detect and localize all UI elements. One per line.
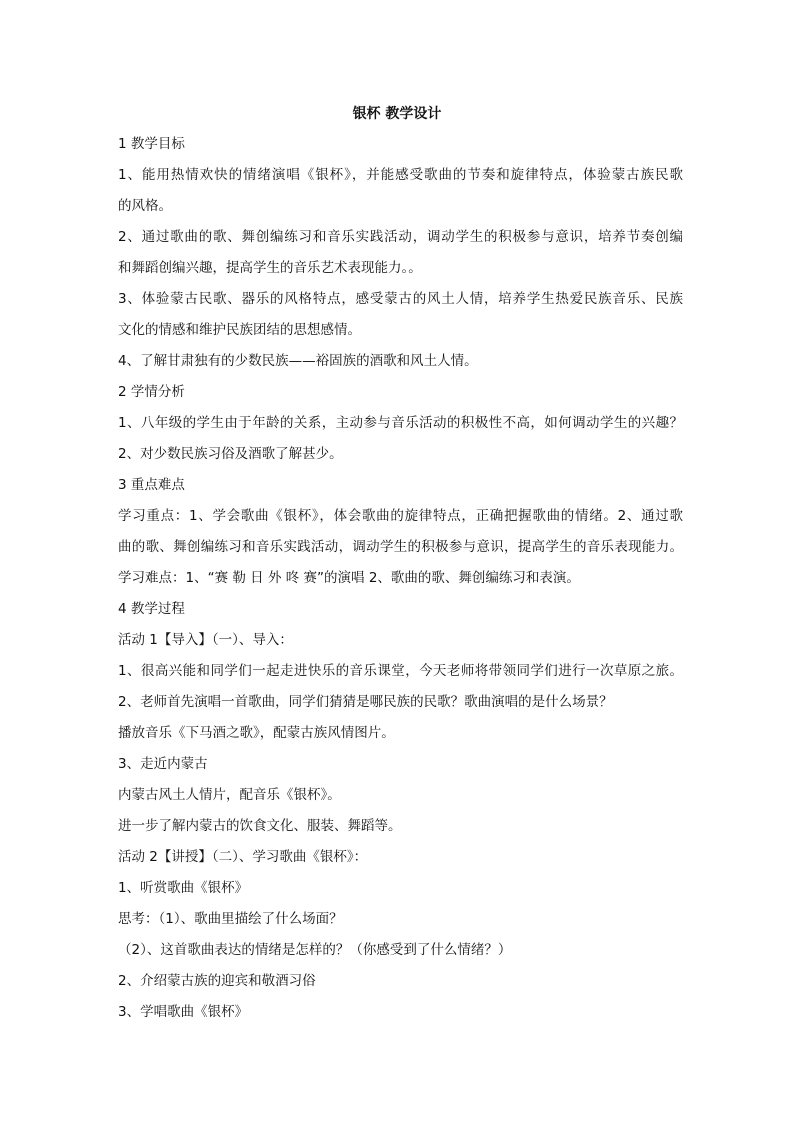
paragraph-line: 1、听赏歌曲《银杯》 bbox=[118, 880, 249, 896]
paragraph-line: 2、对少数民族习俗及酒歌了解甚少。 bbox=[118, 446, 343, 462]
paragraph-line: 3、学唱歌曲《银杯》 bbox=[118, 1004, 249, 1020]
paragraph-line: 1、很高兴能和同学们一起走进快乐的音乐课堂，今天老师将带领同学们进行一次草原之旅。 bbox=[118, 663, 683, 679]
paragraph-line: 播放音乐《下马酒之歌》，配蒙古族风情图片。 bbox=[118, 725, 395, 741]
paragraph-line: 内蒙古风土人情片，配音乐《银杯》。 bbox=[118, 787, 341, 803]
paragraph-line: 曲的歌、舞创编练习和音乐实践活动，调动学生的积极参与意识，提高学生的音乐表现能力。 bbox=[118, 539, 683, 555]
paragraph-line: 学习难点：1、“赛 勒 日 外 咚 赛”的演唱 2、歌曲的歌、舞创编练习和表演。 bbox=[118, 570, 580, 586]
paragraph-line: 进一步了解内蒙古的饮食文化、服装、舞蹈等。 bbox=[118, 818, 402, 834]
paragraph-line: 3、走近内蒙古 bbox=[118, 756, 208, 772]
paragraph-line: 的风格。 bbox=[118, 198, 172, 214]
activity-heading: 活动 2【讲授】（二）、学习歌曲《银杯》： bbox=[118, 849, 368, 865]
document-title: 银杯 教学设计 bbox=[352, 106, 442, 122]
paragraph-line: 2、通过歌曲的歌、舞创编练习和音乐实践活动，调动学生的积极参与意识，培养节奏创编 bbox=[118, 229, 683, 245]
paragraph-line: 2、介绍蒙古族的迎宾和敬酒习俗 bbox=[118, 973, 316, 989]
section-heading-process: 4 教学过程 bbox=[118, 601, 185, 617]
section-heading-key-points: 3 重点难点 bbox=[118, 477, 185, 493]
section-heading-analysis: 2 学情分析 bbox=[118, 384, 185, 400]
paragraph-line: 2、老师首先演唱一首歌曲，同学们猜猜是哪民族的民歌？歌曲演唱的是什么场景？ bbox=[118, 694, 613, 710]
paragraph-line: 和舞蹈创编兴趣，提高学生的音乐艺术表现能力。。 bbox=[118, 260, 422, 276]
section-heading-objectives: 1 教学目标 bbox=[118, 136, 185, 152]
paragraph-line: 学习重点：1、学会歌曲《银杯》，体会歌曲的旋律特点，正确把握歌曲的情绪。2、通过歌 bbox=[118, 508, 683, 524]
paragraph-line: （2）、这首歌曲表达的情绪是怎样的？（你感受到了什么情绪？） bbox=[118, 942, 512, 958]
paragraph-line: 1、能用热情欢快的情绪演唱《银杯》，并能感受歌曲的节奏和旋律特点，体验蒙古族民歌 bbox=[118, 167, 683, 183]
activity-heading: 活动 1【导入】（一）、导入： bbox=[118, 632, 293, 648]
paragraph-line: 1、八年级的学生由于年龄的关系，主动参与音乐活动的积极性不高，如何调动学生的兴趣？ bbox=[118, 415, 683, 431]
paragraph-line: 文化的情感和维护民族团结的思想感情。 bbox=[118, 322, 361, 338]
paragraph-line: 思考：（1）、歌曲里描绘了什么场面？ bbox=[118, 911, 343, 927]
paragraph-line: 3、体验蒙古民歌、器乐的风格特点，感受蒙古的风土人情，培养学生热爱民族音乐、民族 bbox=[118, 291, 683, 307]
paragraph-line: 4、了解甘肃独有的少数民族——裕固族的酒歌和风土人情。 bbox=[118, 353, 478, 369]
